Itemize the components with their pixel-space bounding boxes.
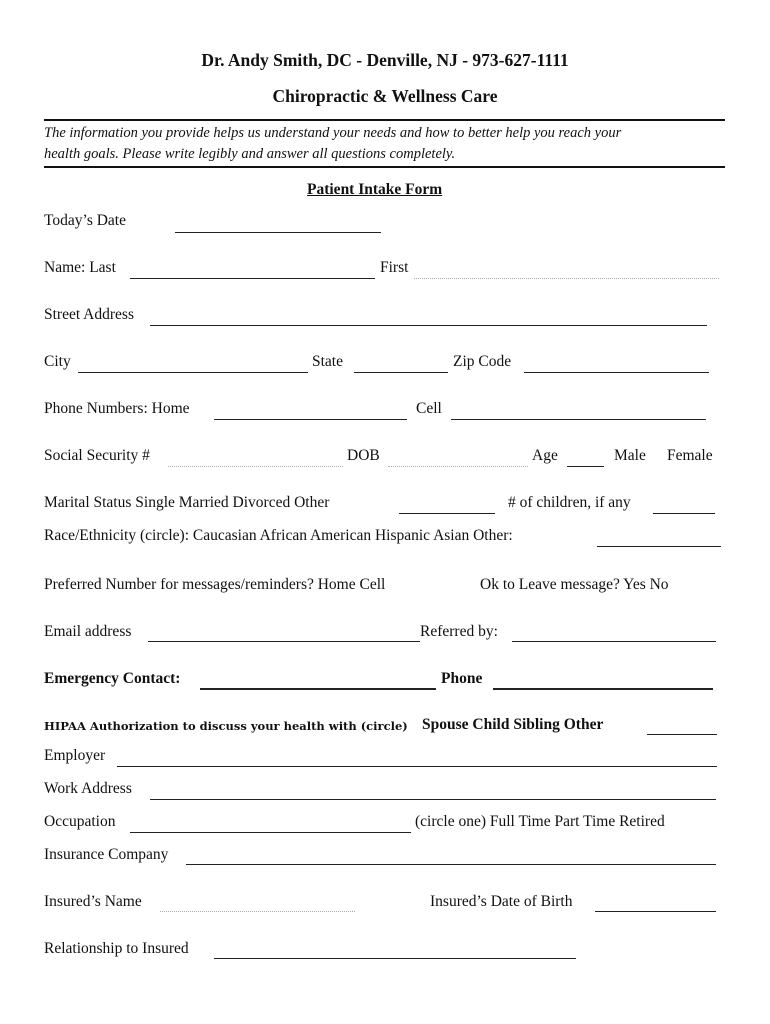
age-label: Age [532,447,558,464]
relationship-label: Relationship to Insured [44,940,189,957]
hipaa-other-field[interactable] [647,734,717,735]
ssn-label: Social Security # [44,447,150,464]
street-address-label: Street Address [44,306,134,323]
first-name-label: First [380,259,409,276]
relationship-field[interactable] [214,958,576,959]
insurance-company-field[interactable] [186,864,716,865]
form-title: Patient Intake Form [307,181,443,198]
preferred-number-label[interactable]: Preferred Number for messages/reminders? Home Cell [44,576,386,593]
insured-name-field[interactable] [160,911,355,912]
insurance-company-label: Insurance Company [44,846,169,863]
referred-by-label: Referred by: [420,623,498,640]
occupation-field[interactable] [130,832,411,833]
emergency-contact-field[interactable] [200,688,436,690]
state-field[interactable] [354,372,448,373]
street-address-field[interactable] [150,325,707,326]
employer-label: Employer [44,747,106,764]
referred-by-field[interactable] [512,641,716,642]
occupation-label: Occupation [44,813,116,830]
home-phone-label: Phone Numbers: Home [44,400,190,417]
intro-line-2: health goals. Please write legibly and answer all questions completely. [44,146,456,162]
cell-phone-label: Cell [416,400,442,417]
dob-field[interactable] [388,466,528,467]
top-divider [44,119,725,121]
cell-phone-field[interactable] [451,419,706,420]
email-label: Email address [44,623,132,640]
city-label: City [44,353,71,370]
zip-code-field[interactable] [524,372,709,373]
race-ethnicity-label[interactable]: Race/Ethnicity (circle): Caucasian African American Hispanic Asian Other: [44,527,513,544]
state-label: State [312,353,343,370]
race-other-field[interactable] [597,546,721,547]
hipaa-authorization-label: HIPAA Authorization to discuss your health with (circle) [44,719,408,733]
female-option[interactable]: Female [667,447,713,464]
header-practice-line: Dr. Andy Smith, DC - Denville, NJ - 973-627-1111 [201,50,569,70]
last-name-field[interactable] [130,278,375,279]
marital-status-label[interactable]: Marital Status Single Married Divorced Other [44,494,330,511]
last-name-label: Name: Last [44,259,116,276]
city-field[interactable] [78,372,308,373]
zip-code-label: Zip Code [453,353,512,370]
male-option[interactable]: Male [614,447,646,464]
employer-field[interactable] [117,766,717,767]
header-subtitle: Chiropractic & Wellness Care [272,86,498,106]
age-field[interactable] [567,466,604,467]
first-name-field[interactable] [414,278,719,279]
todays-date-field[interactable] [175,232,381,233]
work-address-label: Work Address [44,780,132,797]
home-phone-field[interactable] [214,419,407,420]
todays-date-label: Today’s Date [44,212,126,229]
emergency-contact-label: Emergency Contact: [44,670,181,687]
emergency-phone-field[interactable] [493,688,713,690]
bottom-divider [44,166,725,168]
work-address-field[interactable] [150,799,716,800]
employment-status-options[interactable]: (circle one) Full Time Part Time Retired [415,813,665,830]
insured-dob-field[interactable] [595,911,716,912]
emergency-phone-label: Phone [441,670,483,687]
ok-to-leave-label[interactable]: Ok to Leave message? Yes No [480,576,669,593]
intro-line-1: The information you provide helps us understand your needs and how to better help you reach your [44,125,622,141]
dob-label: DOB [347,447,380,464]
insured-name-label: Insured’s Name [44,893,142,910]
hipaa-options[interactable]: Spouse Child Sibling Other [422,716,604,733]
marital-other-field[interactable] [399,513,495,514]
children-field[interactable] [653,513,715,514]
insured-dob-label: Insured’s Date of Birth [430,893,573,910]
email-field[interactable] [148,641,420,642]
ssn-field[interactable] [168,466,343,467]
children-label: # of children, if any [508,494,631,511]
